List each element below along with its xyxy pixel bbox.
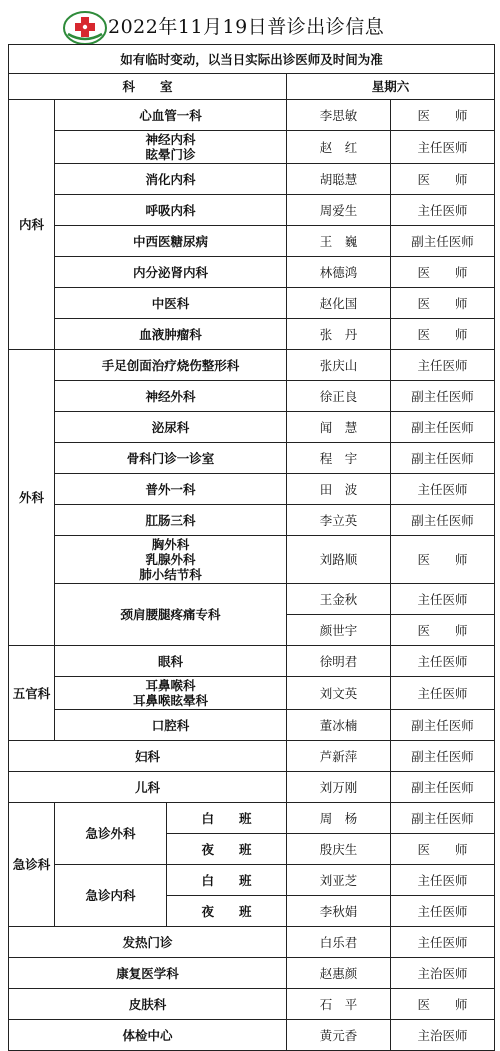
- doctor-title: 主任医师: [391, 584, 495, 615]
- doctor-title: 主治医师: [391, 1020, 495, 1051]
- doctor-title: 主任医师: [391, 865, 495, 896]
- doctor-title: 医 师: [391, 100, 495, 131]
- doctor-title: 主任医师: [391, 474, 495, 505]
- doctor-name: 颜世宇: [287, 615, 391, 646]
- doctor-title: 主任医师: [391, 677, 495, 710]
- table-row: [9, 584, 495, 615]
- dept-name: 内分泌肾内科: [55, 257, 287, 288]
- table-row: [9, 710, 495, 741]
- shift-label: 夜 班: [167, 834, 287, 865]
- dept-name: 呼吸内科: [55, 195, 287, 226]
- doctor-name: 李思敏: [287, 100, 391, 131]
- doctor-title: 副主任医师: [391, 710, 495, 741]
- hospital-logo-icon: [62, 10, 108, 46]
- doctor-name: 徐明君: [287, 646, 391, 677]
- dept-name: 手足创面治疗烧伤整形科: [55, 350, 287, 381]
- dept-name: 急诊内科: [55, 865, 167, 927]
- doctor-name: 李立英: [287, 505, 391, 536]
- table-row: [9, 989, 495, 1020]
- day-column-header: 星期六: [287, 74, 495, 100]
- table-row: [9, 741, 495, 772]
- dept-name: 急诊外科: [55, 803, 167, 865]
- dept-name: 儿科: [9, 772, 287, 803]
- dept-name: 体检中心: [9, 1020, 287, 1051]
- category-surgery: 外科: [9, 350, 55, 646]
- doctor-name: 赵 红: [287, 131, 391, 164]
- doctor-name: 田 波: [287, 474, 391, 505]
- shift-label: 白 班: [167, 865, 287, 896]
- doctor-title: 主任医师: [391, 896, 495, 927]
- doctor-title: 副主任医师: [391, 772, 495, 803]
- table-row: [9, 927, 495, 958]
- notice-row: [9, 45, 495, 74]
- dept-name: 康复医学科: [9, 958, 287, 989]
- table-row: [9, 1020, 495, 1051]
- table-row: [9, 443, 495, 474]
- table-row: [9, 164, 495, 195]
- doctor-title: 医 师: [391, 536, 495, 584]
- page-title: 2022年11月19日普诊出诊信息: [108, 16, 385, 38]
- doctor-name: 王 巍: [287, 226, 391, 257]
- dept-name: 妇科: [9, 741, 287, 772]
- doctor-name: 殷庆生: [287, 834, 391, 865]
- doctor-name: 周爱生: [287, 195, 391, 226]
- dept-name: 骨科门诊一诊室: [55, 443, 287, 474]
- doctor-name: 林德鸿: [287, 257, 391, 288]
- dept-column-header: 科 室: [9, 74, 287, 100]
- doctor-name: 周 杨: [287, 803, 391, 834]
- dept-name: 眼科: [55, 646, 287, 677]
- doctor-name: 刘路顺: [287, 536, 391, 584]
- table-row: [9, 100, 495, 131]
- table-row: [9, 803, 495, 834]
- table-row: [9, 195, 495, 226]
- dept-name: 普外一科: [55, 474, 287, 505]
- doctor-title: 主治医师: [391, 958, 495, 989]
- table-row: [9, 226, 495, 257]
- table-row: [9, 536, 495, 584]
- table-row: [9, 412, 495, 443]
- dept-name: 肛肠三科: [55, 505, 287, 536]
- category-er: 急诊科: [9, 803, 55, 927]
- dept-name: 口腔科: [55, 710, 287, 741]
- dept-name: 心血管一科: [55, 100, 287, 131]
- doctor-title: 副主任医师: [391, 412, 495, 443]
- doctor-title: 主任医师: [391, 195, 495, 226]
- dept-name: 血液肿瘤科: [55, 319, 287, 350]
- table-row: [9, 257, 495, 288]
- dept-name: 皮肤科: [9, 989, 287, 1020]
- doctor-name: 张庆山: [287, 350, 391, 381]
- doctor-title: 医 师: [391, 319, 495, 350]
- table-row: [9, 288, 495, 319]
- dept-name: 中医科: [55, 288, 287, 319]
- dept-name: 神经内科 眩晕门诊: [55, 131, 287, 164]
- dept-name: 中西医糖尿病: [55, 226, 287, 257]
- dept-name: 消化内科: [55, 164, 287, 195]
- doctor-name: 刘万刚: [287, 772, 391, 803]
- doctor-name: 徐正良: [287, 381, 391, 412]
- doctor-name: 程 宇: [287, 443, 391, 474]
- table-row: [9, 319, 495, 350]
- doctor-name: 石 平: [287, 989, 391, 1020]
- doctor-title: 副主任医师: [391, 505, 495, 536]
- table-row: [9, 646, 495, 677]
- doctor-name: 闻 慧: [287, 412, 391, 443]
- dept-name: 泌尿科: [55, 412, 287, 443]
- doctor-title: 副主任医师: [391, 741, 495, 772]
- table-row: [9, 381, 495, 412]
- table-row: [9, 958, 495, 989]
- notice-text: 如有临时变动，以当日实际出诊医师及时间为准: [9, 45, 495, 74]
- dept-name: 神经外科: [55, 381, 287, 412]
- category-internal: 内科: [9, 100, 55, 350]
- doctor-name: 芦新萍: [287, 741, 391, 772]
- doctor-title: 主任医师: [391, 350, 495, 381]
- doctor-title: 主任医师: [391, 131, 495, 164]
- schedule-table: [8, 44, 495, 1051]
- doctor-name: 张 丹: [287, 319, 391, 350]
- dept-name: 胸外科 乳腺外科 肺小结节科: [55, 536, 287, 584]
- doctor-title: 医 师: [391, 834, 495, 865]
- table-row: [9, 131, 495, 164]
- doctor-title: 副主任医师: [391, 803, 495, 834]
- doctor-name: 白乐君: [287, 927, 391, 958]
- doctor-name: 黄元香: [287, 1020, 391, 1051]
- doctor-name: 赵化国: [287, 288, 391, 319]
- doctor-name: 赵惠颜: [287, 958, 391, 989]
- table-row: [9, 350, 495, 381]
- category-ent: 五官科: [9, 646, 55, 741]
- doctor-title: 医 师: [391, 615, 495, 646]
- doctor-name: 董冰楠: [287, 710, 391, 741]
- doctor-title: 医 师: [391, 164, 495, 195]
- doctor-title: 医 师: [391, 257, 495, 288]
- doctor-title: 副主任医师: [391, 226, 495, 257]
- doctor-name: 王金秋: [287, 584, 391, 615]
- dept-name: 颈肩腰腿疼痛专科: [55, 584, 287, 646]
- doctor-title: 主任医师: [391, 646, 495, 677]
- table-row: [9, 474, 495, 505]
- header-row: [9, 74, 495, 100]
- table-row: [9, 772, 495, 803]
- doctor-title: 副主任医师: [391, 443, 495, 474]
- doctor-title: 医 师: [391, 989, 495, 1020]
- doctor-name: 胡聪慧: [287, 164, 391, 195]
- table-row: [9, 865, 495, 896]
- dept-name: 耳鼻喉科 耳鼻喉眩晕科: [55, 677, 287, 710]
- table-row: [9, 505, 495, 536]
- doctor-name: 刘亚芝: [287, 865, 391, 896]
- doctor-title: 主任医师: [391, 927, 495, 958]
- shift-label: 夜 班: [167, 896, 287, 927]
- table-row: [9, 677, 495, 710]
- shift-label: 白 班: [167, 803, 287, 834]
- doctor-title: 医 师: [391, 288, 495, 319]
- dept-name: 发热门诊: [9, 927, 287, 958]
- doctor-name: 李秋娟: [287, 896, 391, 927]
- doctor-name: 刘文英: [287, 677, 391, 710]
- doctor-title: 副主任医师: [391, 381, 495, 412]
